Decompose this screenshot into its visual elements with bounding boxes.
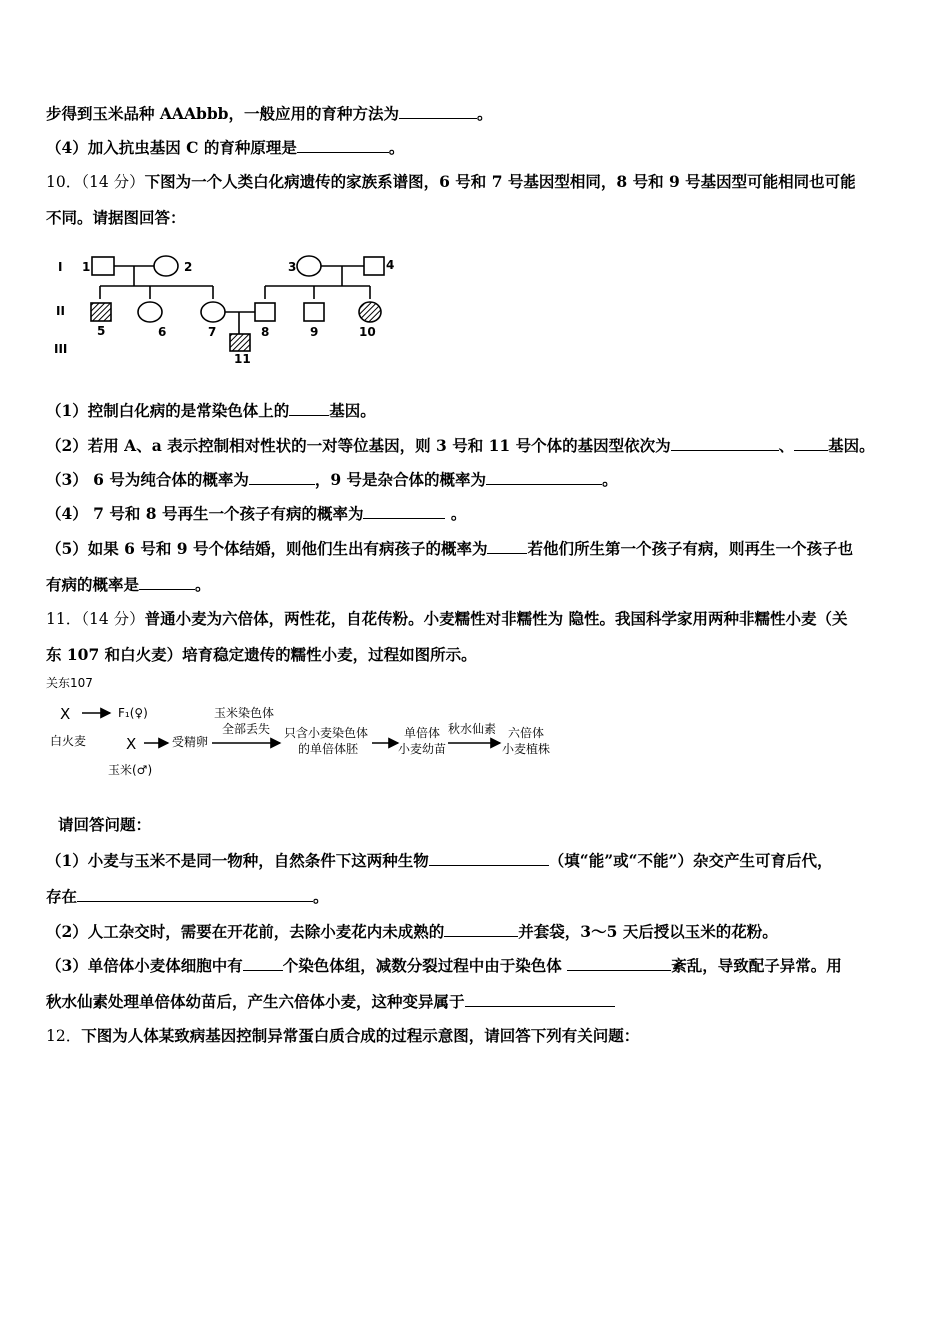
cross-symbol: X bbox=[126, 735, 137, 753]
hexaploid-line1: 六倍体 bbox=[508, 726, 545, 740]
individual-4 bbox=[364, 257, 384, 275]
individual-number: 7 bbox=[208, 325, 217, 339]
q10-sub5-cont: 有病的概率是 。 bbox=[46, 575, 211, 594]
q11-sub3-cont: 秋水仙素处理单倍体幼苗后，产生六倍体小麦，这种变异属于 bbox=[46, 991, 615, 1012]
individual-7 bbox=[201, 302, 225, 322]
q10-stem-1: 10．（14 分）下图为一个人类白化病遗传的家族系谱图，6 号和 7 号基因型相同，8 号和 9 号基因型可能相同也可能 bbox=[46, 172, 856, 191]
q10-sub4: （4） 7 号和 8 号再生一个孩子有病的概率为 。 bbox=[46, 504, 467, 523]
hexaploid-line2: 小麦植株 bbox=[502, 742, 551, 756]
individual-8 bbox=[255, 303, 275, 321]
f1-female: F₁(♀) bbox=[118, 706, 148, 720]
colchicine-label: 秋水仙素 bbox=[448, 722, 497, 736]
generation-label: I bbox=[58, 260, 63, 274]
individual-9 bbox=[304, 303, 324, 321]
answer-blank[interactable] bbox=[363, 503, 445, 519]
individual-number: 3 bbox=[288, 260, 297, 274]
parent-baihuomai: 白火麦 bbox=[50, 734, 87, 748]
zygote: 受精卵 bbox=[172, 735, 209, 749]
q10-sub2: （2）若用 A、a 表示控制相对性状的一对等位基因，则 3 号和 11 号个体的基因型依次为 、 基因。 bbox=[46, 436, 875, 455]
answer-blank[interactable] bbox=[671, 435, 779, 451]
answer-blank[interactable] bbox=[567, 955, 671, 971]
individual-number: 10 bbox=[359, 325, 376, 339]
individual-3 bbox=[297, 256, 321, 276]
answer-blank[interactable] bbox=[429, 850, 549, 866]
individual-6 bbox=[138, 302, 162, 322]
answer-blank[interactable] bbox=[139, 574, 195, 590]
haploid-seedling-line1: 单倍体 bbox=[404, 726, 441, 740]
answer-blank[interactable] bbox=[486, 469, 602, 485]
q9-line-a: 步得到玉米品种 AAAbbb，一般应用的育种方法为 。 bbox=[46, 104, 493, 123]
haploid-embryo-line2: 的单倍体胚 bbox=[298, 742, 359, 756]
answer-blank[interactable] bbox=[794, 435, 828, 451]
answer-blank[interactable] bbox=[243, 955, 283, 971]
q10-sub1: （1）控制白化病的是常染色体上的 基因。 bbox=[46, 401, 376, 420]
q9-sub4: （4）加入抗虫基因 C 的育种原理是 。 bbox=[46, 138, 405, 157]
answer-blank[interactable] bbox=[289, 400, 329, 416]
q11-sub1: （1）小麦与玉米不是同一物种，自然条件下这两种生物 （填“能”或“不能”）杂交产生可育后代， bbox=[46, 851, 833, 870]
q10-stem-2: 不同。请据图回答： bbox=[46, 208, 186, 227]
individual-number: 11 bbox=[234, 352, 251, 363]
answer-blank[interactable] bbox=[487, 538, 527, 554]
question-number: 11．（14 分） bbox=[46, 610, 145, 628]
step-label-top: 玉米染色体 bbox=[214, 706, 275, 720]
answer-blank[interactable] bbox=[465, 991, 615, 1007]
parent-guandong-107: 关东107 bbox=[46, 676, 93, 690]
q10-sub3: （3） 6 号为纯合体的概率为 ，9 号是杂合体的概率为 。 bbox=[46, 470, 618, 489]
pedigree-chart bbox=[46, 248, 406, 363]
q11-stem-2: 东 107 和白火麦）培育稳定遗传的糯性小麦，过程如图所示。 bbox=[46, 645, 477, 664]
answer-blank[interactable] bbox=[399, 103, 477, 119]
question-number: 10．（14 分） bbox=[46, 173, 145, 191]
cross-symbol: X bbox=[60, 705, 71, 723]
answer-blank[interactable] bbox=[77, 886, 313, 902]
question-number: 12． bbox=[46, 1027, 82, 1045]
individual-10 bbox=[359, 302, 381, 322]
answer-blank[interactable] bbox=[249, 469, 315, 485]
maize-male: 玉米(♂) bbox=[108, 763, 153, 777]
individual-number: 5 bbox=[97, 324, 106, 338]
individual-number: 2 bbox=[184, 260, 193, 274]
answer-blank[interactable] bbox=[297, 137, 389, 153]
haploid-seedling-line2: 小麦幼苗 bbox=[398, 742, 447, 756]
breeding-diagram bbox=[46, 673, 566, 778]
individual-2 bbox=[154, 256, 178, 276]
individual-number: 4 bbox=[386, 258, 395, 272]
q11-stem-1: 11．（14 分）普通小麦为六倍体，两性花，自花传粉。小麦糯性对非糯性为 隐性。我国科学家用两种非糯性小麦（关 bbox=[46, 609, 848, 628]
haploid-embryo-line1: 只含小麦染色体 bbox=[284, 726, 369, 740]
individual-1 bbox=[92, 257, 114, 275]
individual-number: 8 bbox=[261, 325, 270, 339]
q11-sub1-cont: 存在 。 bbox=[46, 887, 329, 906]
step-label-bottom: 全部丢失 bbox=[222, 722, 271, 736]
generation-label: II bbox=[56, 304, 65, 318]
individual-number: 9 bbox=[310, 325, 319, 339]
q10-sub5: （5）如果 6 号和 9 号个体结婚，则他们生出有病孩子的概率为 若他们所生第一个孩子有病，则再生一个孩子也 bbox=[46, 539, 853, 558]
q12-stem: 12．下图为人体某致病基因控制异常蛋白质合成的过程示意图，请回答下列有关问题： bbox=[46, 1026, 640, 1045]
individual-number: 1 bbox=[82, 260, 91, 274]
q11-sub3: （3）单倍体小麦体细胞中有 个染色体组，减数分裂过程中由于染色体 紊乱，导致配子异常。用 bbox=[46, 956, 842, 975]
generation-label: III bbox=[54, 342, 68, 356]
q11-prompt: 请回答问题： bbox=[58, 815, 152, 834]
individual-number: 6 bbox=[158, 325, 167, 339]
answer-blank[interactable] bbox=[444, 921, 518, 937]
individual-11 bbox=[230, 334, 250, 351]
individual-5 bbox=[91, 303, 111, 321]
q11-sub2: （2）人工杂交时，需要在开花前，去除小麦花内未成熟的 并套袋，3～5 天后授以玉米的花粉。 bbox=[46, 922, 778, 941]
